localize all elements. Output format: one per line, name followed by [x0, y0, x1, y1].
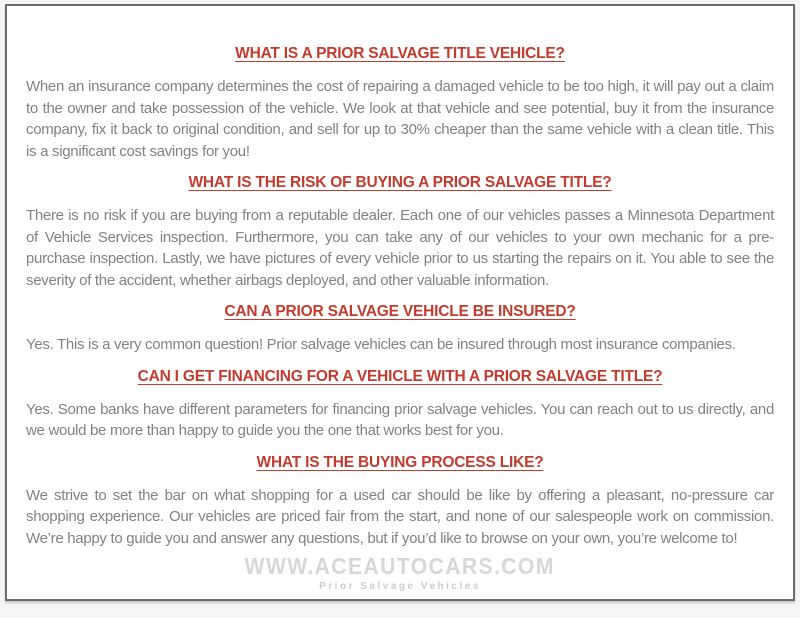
faq-answer-text: When an insurance company determines the cost of repairing a damaged vehicle to be too high, it will pay out a claim to the owner and take possession of the vehicle. We look at that vehicle and see potential, buy it from the insurance company, fix it back to original condition, and sell for up to 30% cheaper than the same vehicle with a clean title. This is a significant cost savings for you! — [26, 78, 774, 160]
faq-answer-text: We strive to set the bar on what shopping for a used car should be like by offering a pleasant, no-pressure car shopping experience. Our vehicles are priced fair from the start, and none of our salespeople work on commission. We’re happy to guide you and answer any questions, but if you’d like to browse on your own, you’re welcome to! — [26, 486, 774, 547]
faq-section-buying-process — [26, 453, 774, 550]
faq-answer-text: Yes. This is a very common question! Prior salvage vehicles can be insured through most insurance companies. — [26, 336, 736, 353]
website-url: WWW.ACEAUTOCARS.COM — [244, 553, 556, 579]
faq-section-what-is-prior-salvage — [26, 44, 774, 162]
faq-question-heading: CAN I GET FINANCING FOR A VEHICLE WITH A PRIOR SALVAGE TITLE? — [137, 367, 663, 385]
faq-question-heading: WHAT IS A PRIOR SALVAGE TITLE VEHICLE? — [235, 45, 565, 62]
faq-section-risk-of-buying — [26, 173, 774, 291]
faq-section-can-be-insured — [26, 302, 774, 356]
footer-watermark — [7, 554, 793, 593]
faq-section-financing — [26, 367, 774, 442]
footer-tagline: Prior Salvage Vehicles — [319, 581, 481, 592]
faq-answer-text: There is no risk if you are buying from a reputable dealer. Each one of our vehicles passes a Minnesota Department of Vehicle Services inspection. Furthermore, you can take any of our vehicles to your own mechanic for a pre-purchase inspection. Lastly, we have pictures of every vehicle prior to us starting the repairs on it. You able to see the severity of the accident, whether airbags deployed, and other valuable information. — [26, 207, 774, 289]
faq-document — [5, 4, 795, 601]
faq-answer-text: Yes. Some banks have different parameters for financing prior salvage vehicles. You can reach out to us directly, and we would be more than happy to guide you the one that works best for you. — [26, 400, 774, 439]
faq-question-heading: WHAT IS THE BUYING PROCESS LIKE? — [256, 453, 544, 471]
faq-question-heading: WHAT IS THE RISK OF BUYING A PRIOR SALVAGE TITLE? — [188, 174, 612, 191]
faq-question-heading: CAN A PRIOR SALVAGE VEHICLE BE INSURED? — [224, 303, 576, 320]
